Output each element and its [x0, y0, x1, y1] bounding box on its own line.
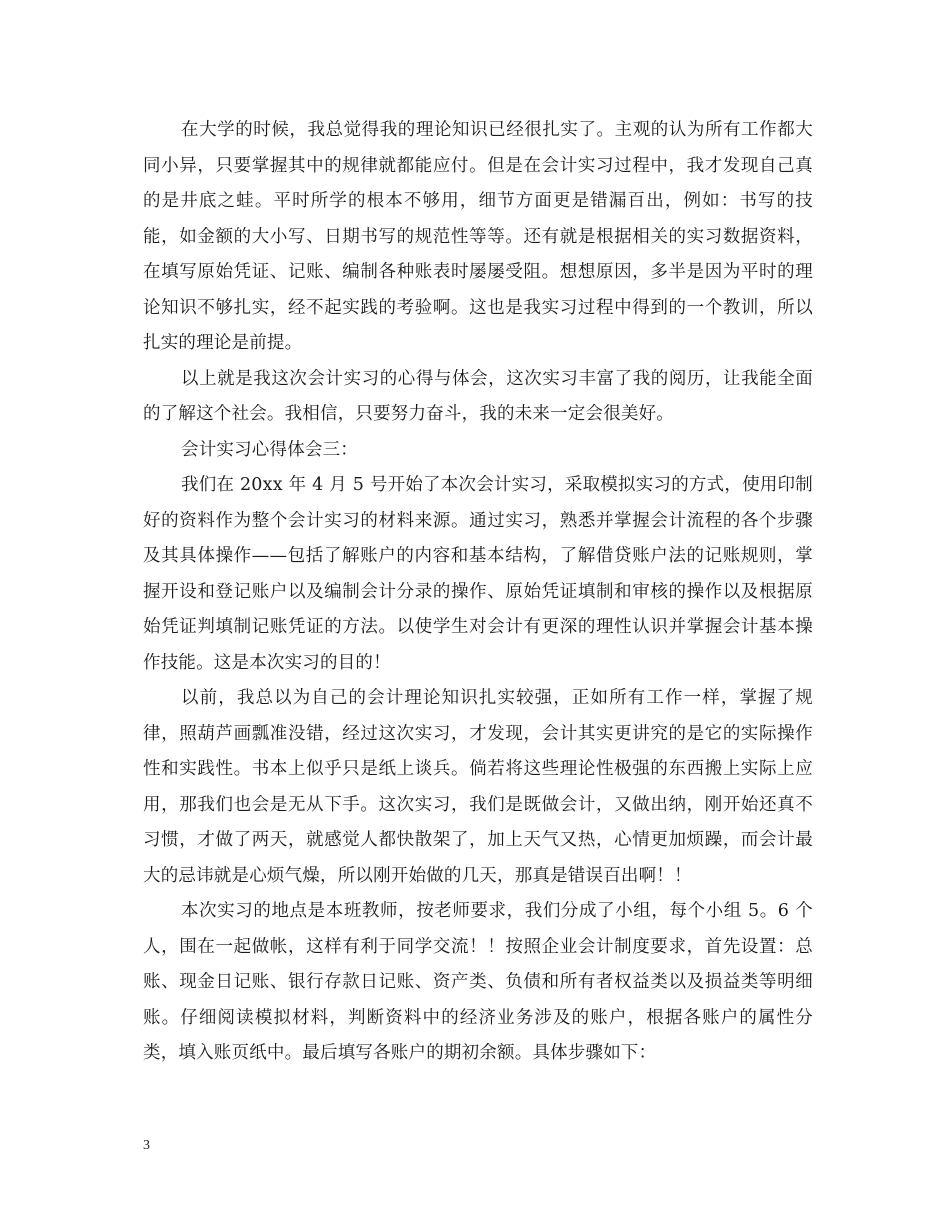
section-heading: 会计实习心得体会三： [181, 439, 358, 460]
paragraph: 在大学的时候，我总觉得我的理论知识已经很扎实了。主观的认为所有工作都大同小异，只要掌握其中的规律就都能应付。但是在会计实习过程中，我才发现自己真的是井底之蛙。平时所学的根本不够用，细节方面更是错漏百出，例如：书写的技能，如金额的大小写、日期书写的规范性等等。还有就是根据相关的实习数据资料，在填写原始凭证、记账、编制各种账表时屡屡受阻。想想原因，多半是因为平时的理论知识不够扎实，经不起实践的考验啊。这也是我实习过程中得到的一个教训，所以扎实的理论是前提。 [143, 120, 813, 353]
document-body [143, 113, 813, 1072]
page-number: 3 [143, 1138, 150, 1153]
paragraph: 以前，我总以为自己的会计理论知识扎实较强，正如所有工作一样，掌握了规律，照葫芦画瓢准没错，经过这次实习，才发现，会计其实更讲究的是它的实际操作性和实践性。书本上似乎只是纸上谈兵。倘若将这些理论性极强的东西搬上实际上应用，那我们也会是无从下手。这次实习，我们是既做会计，又做出纳，刚开始还真不习惯，才做了两天，就感觉人都快散架了，加上天气又热，心情更加烦躁，而会计最大的忌讳就是心烦气燥，所以刚开始做的几天，那真是错误百出啊！！ [143, 688, 813, 886]
paragraph: 我们在 20xx 年 4 月 5 号开始了本次会计实习，采取模拟实习的方式，使用印制好的资料作为整个会计实习的材料来源。通过实习，熟悉并掌握会计流程的各个步骤及其具体操作——包括了解账户的内容和基本结构，了解借贷账户法的记账规则，掌握开设和登记账户以及编制会计分录的操作、原始凭证填制和审核的操作以及根据原始凭证判填制记账凭证的方法。以使学生对会计有更深的理性认识并掌握会计基本操作技能。这是本次实习的目的！ [143, 475, 813, 673]
paragraph: 以上就是我这次会计实习的心得与体会，这次实习丰富了我的阅历，让我能全面的了解这个社会。我相信，只要努力奋斗，我的未来一定会很美好。 [143, 368, 813, 424]
paragraph: 本次实习的地点是本班教师，按老师要求，我们分成了小组，每个小组 5。6 个人，围在一起做帐，这样有利于同学交流！！按照企业会计制度要求，首先设置：总账、现金日记账、银行存款日记账、资产类、负债和所有者权益类以及损益类等明细账。仔细阅读模拟材料，判断资料中的经济业务涉及的账户，根据各账户的属性分类，填入账页纸中。最后填写各账户的期初余额。具体步骤如下： [143, 901, 813, 1063]
